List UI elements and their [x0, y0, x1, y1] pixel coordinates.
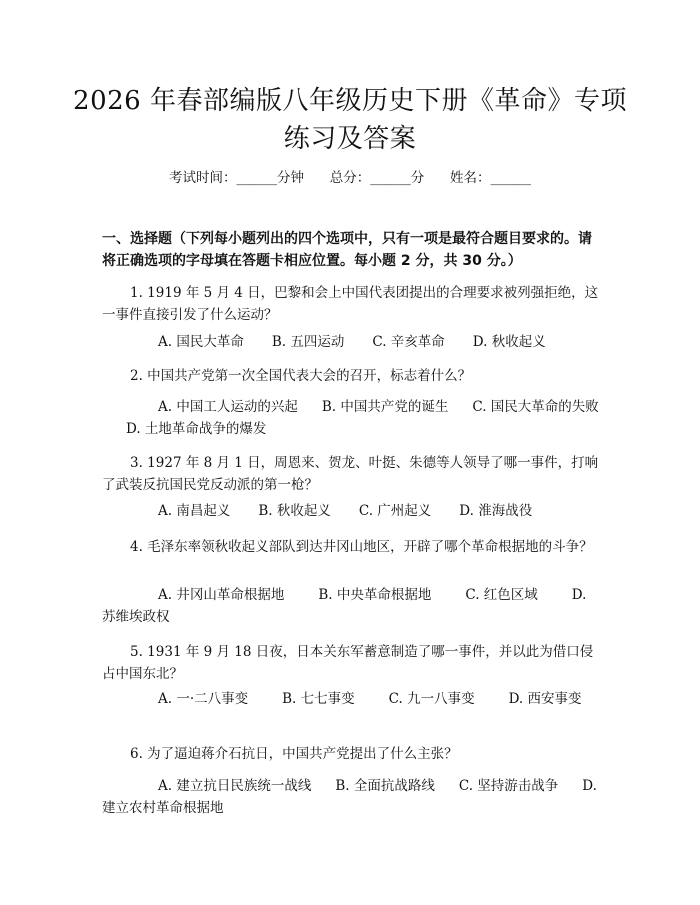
question-1: 1. 1919 年 5 月 4 日，巴黎和会上中国代表团提出的合理要求被列强拒绝，这一事件直接引发了什么运动？ — [102, 285, 599, 323]
option-d: D. 西安事变 — [508, 691, 582, 707]
option-c: C. 坚持游击战争 — [458, 778, 559, 794]
option-b: B. 全面抗战路线 — [335, 778, 435, 794]
option-a: A. 建立抗日民族统一战线 — [158, 778, 312, 794]
option-c: C. 国民大革命的失败 — [472, 399, 599, 415]
section-heading: 一、选择题（下列每小题列出的四个选项中，只有一项是最符合题目要求的。请将正确选项的字母填在答题卡相应位置。每小题 2 分，共 30 分。） — [102, 231, 592, 269]
option-a: A. 中国工人运动的兴起 — [158, 399, 298, 415]
option-a: A. 国民大革命 — [158, 334, 244, 350]
option-b: B. 中央革命根据地 — [318, 587, 432, 603]
question-2-options — [102, 396, 602, 440]
option-c: C. 九一八事变 — [388, 691, 475, 707]
question-6-options — [102, 775, 602, 819]
question-4: 4. 毛泽东率领秋收起义部队到达井冈山地区，开辟了哪个革命根据地的斗争？ — [130, 539, 593, 555]
document-title: 2026 年春部编版八年级历史下册《革命》专项练习及答案 — [73, 86, 627, 154]
option-d: D. 苏维埃政权 — [102, 587, 587, 625]
option-c: C. 广州起义 — [358, 503, 432, 519]
question-2: 2. 中国共产党第一次全国代表大会的召开，标志着什么？ — [130, 368, 472, 384]
option-d: D. 土地革命战争的爆发 — [126, 421, 267, 437]
question-3: 3. 1927 年 8 月 1 日，周恩来、贺龙、叶挺、朱德等人领导了哪一事件，打响了武装反抗国民党反动派的第一枪？ — [102, 455, 599, 493]
question-6: 6. 为了逼迫蒋介石抗日，中国共产党提出了什么主张？ — [130, 746, 458, 762]
option-b: B. 七七事变 — [282, 691, 355, 707]
option-d: D. 秋收起义 — [472, 334, 546, 350]
option-c: C. 辛亥革命 — [372, 334, 445, 350]
option-a: A. 井冈山革命根据地 — [158, 587, 285, 603]
question-5-options — [102, 688, 602, 710]
option-b: B. 五四运动 — [271, 334, 345, 350]
question-4-options — [102, 584, 602, 628]
option-c: C. 红色区域 — [465, 587, 538, 603]
question-1-options — [102, 331, 602, 353]
option-a: A. 一·二八事变 — [158, 691, 249, 707]
option-d: D. 淮海战役 — [459, 503, 533, 519]
option-b: B. 中国共产党的诞生 — [321, 399, 449, 415]
question-3-options — [102, 500, 602, 522]
exam-info-line: 考试时间：______分钟 总分：______分 姓名：______ — [169, 170, 531, 186]
option-d: D. 建立农村革命根据地 — [102, 778, 597, 816]
question-5: 5. 1931 年 9 月 18 日夜，日本关东军蓄意制造了哪一事件，并以此为借口侵占中国东北？ — [102, 644, 594, 682]
option-a: A. 南昌起义 — [158, 503, 231, 519]
option-b: B. 秋收起义 — [258, 503, 331, 519]
